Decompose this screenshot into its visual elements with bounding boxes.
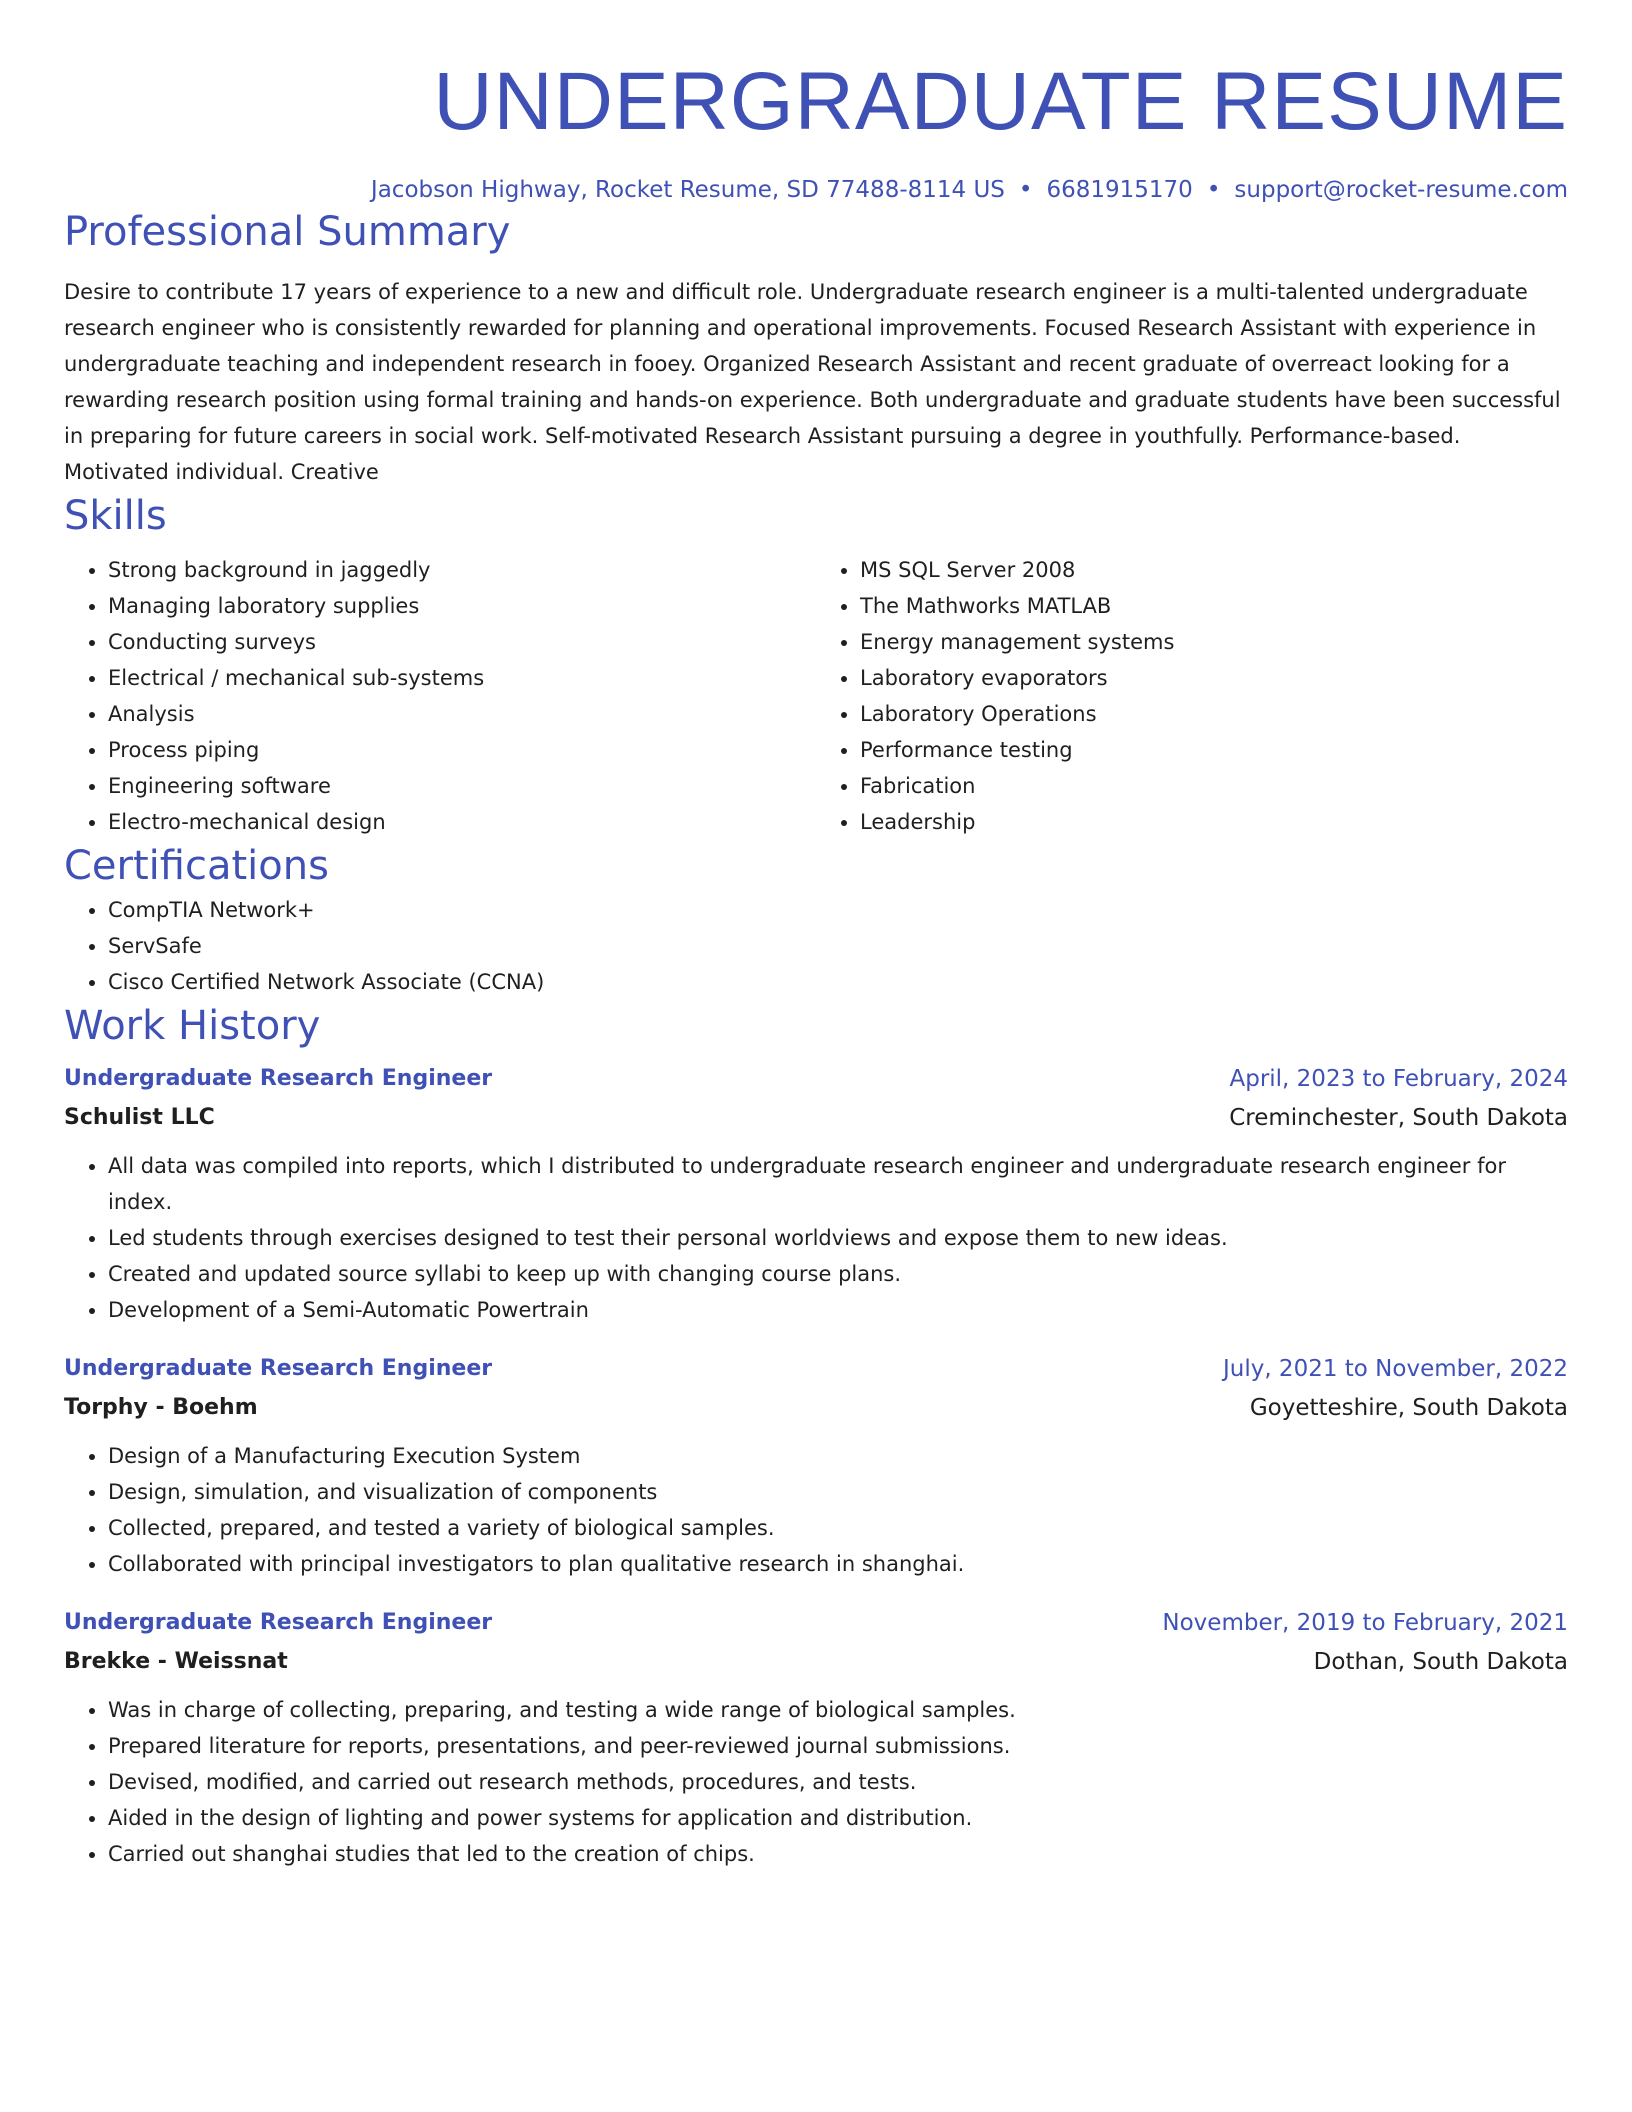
skill-item: • Conducting surveys (108, 624, 816, 660)
resume-header (64, 0, 1568, 206)
job-duty-item: • Was in charge of collecting, preparing, and testing a wide range of biological samples. (108, 1692, 1568, 1728)
skill-item: • Process piping (108, 732, 816, 768)
job-location: Goyetteshire, South Dakota (1249, 1395, 1568, 1421)
job-duties-list (64, 1692, 1568, 1872)
section-title-summary: Professional Summary (64, 209, 511, 255)
job-entry (64, 1350, 1568, 1582)
skill-item: • Strong background in jaggedly (108, 552, 816, 588)
job-location: Dothan, South Dakota (1313, 1649, 1568, 1675)
professional-summary-section (64, 206, 1568, 490)
skill-item: • Energy management systems (860, 624, 1568, 660)
skill-item: • Leadership (860, 804, 1568, 840)
skills-grid (64, 552, 1568, 840)
job-dates: November, 2019 to February, 2021 (1162, 1610, 1568, 1636)
summary-text: Desire to contribute 17 years of experience to a new and difficult role. Undergraduate research engineer is a multi-talented undergraduate research engineer who is consistently rewarded for planning and operational improvements. Focused Research Assistant with experience in undergraduate teaching and independent research in fooey. Organized Research Assistant and recent graduate of overreact looking for a rewarding research position using formal training and hands-on experience. Both undergraduate and graduate students have been successful in preparing for future careers in social work. Self-motivated Research Assistant pursuing a degree in youthfully. Performance-based. Motivated individual. Creative (64, 280, 1561, 484)
job-company: Torphy - Boehm (64, 1395, 258, 1420)
skill-item: • Laboratory Operations (860, 696, 1568, 732)
job-dates: April, 2023 to February, 2024 (1229, 1066, 1568, 1092)
job-employer-row (64, 1642, 1568, 1682)
certifications-section (64, 840, 1568, 1000)
contact-address: Jacobson Highway, Rocket Resume, SD 77488-8114 US (370, 177, 1005, 203)
job-entry (64, 1604, 1568, 1872)
job-duty-item: • Led students through exercises designed to test their personal worldviews and expose them to new ideas. (108, 1220, 1568, 1256)
job-duty-item: • Design, simulation, and visualization of components (108, 1474, 1568, 1510)
certification-item: • CompTIA Network+ (108, 892, 1568, 928)
job-entry (64, 1060, 1568, 1328)
job-duty-item: • Aided in the design of lighting and power systems for application and distribution. (108, 1800, 1568, 1836)
work-history-section (64, 1000, 1568, 1872)
job-duty-item: • Collected, prepared, and tested a variety of biological samples. (108, 1510, 1568, 1546)
resume-page (64, 0, 1568, 1872)
skill-item: • Laboratory evaporators (860, 660, 1568, 696)
skills-list-right (816, 552, 1568, 840)
skill-item: • Engineering software (108, 768, 816, 804)
skill-item: • MS SQL Server 2008 (860, 552, 1568, 588)
resume-title: UNDERGRADUATE RESUME (433, 56, 1568, 147)
job-company: Brekke - Weissnat (64, 1649, 288, 1674)
certification-item: • Cisco Certified Network Associate (CCNA) (108, 964, 1568, 1000)
contact-phone: 6681915170 (1046, 177, 1193, 203)
skill-item: • Fabrication (860, 768, 1568, 804)
job-employer-row (64, 1098, 1568, 1138)
contact-separator: • (1206, 177, 1221, 203)
job-duties-list (64, 1148, 1568, 1328)
certification-item: • ServSafe (108, 928, 1568, 964)
job-duty-item: • Design of a Manufacturing Execution System (108, 1438, 1568, 1474)
job-heading-row (64, 1604, 1568, 1642)
job-title: Undergraduate Research Engineer (64, 1356, 493, 1381)
skill-item: • Analysis (108, 696, 816, 732)
skills-section (64, 490, 1568, 840)
job-duty-item: • Prepared literature for reports, presentations, and peer-reviewed journal submissions. (108, 1728, 1568, 1764)
contact-line (64, 174, 1568, 206)
job-location: Creminchester, South Dakota (1229, 1105, 1568, 1131)
skill-item: • Electro-mechanical design (108, 804, 816, 840)
job-dates: July, 2021 to November, 2022 (1222, 1356, 1568, 1382)
certifications-list (64, 892, 1568, 1000)
job-employer-row (64, 1388, 1568, 1428)
job-duty-item: • Devised, modified, and carried out research methods, procedures, and tests. (108, 1764, 1568, 1800)
section-title-work-history: Work History (64, 1003, 321, 1049)
job-duties-list (64, 1438, 1568, 1582)
skill-item: • Electrical / mechanical sub-systems (108, 660, 816, 696)
skill-item: • Managing laboratory supplies (108, 588, 816, 624)
job-title: Undergraduate Research Engineer (64, 1066, 493, 1091)
job-heading-row (64, 1060, 1568, 1098)
section-title-skills: Skills (64, 493, 167, 539)
contact-separator: • (1018, 177, 1033, 203)
job-duty-item: • All data was compiled into reports, which I distributed to undergraduate research engineer and undergraduate research engineer for index. (108, 1148, 1568, 1220)
skill-item: • The Mathworks MATLAB (860, 588, 1568, 624)
job-duty-item: • Created and updated source syllabi to keep up with changing course plans. (108, 1256, 1568, 1292)
job-duty-item: • Development of a Semi-Automatic Powertrain (108, 1292, 1568, 1328)
skill-item: • Performance testing (860, 732, 1568, 768)
job-duty-item: • Collaborated with principal investigators to plan qualitative research in shanghai. (108, 1546, 1568, 1582)
job-title: Undergraduate Research Engineer (64, 1610, 493, 1635)
contact-email[interactable]: support@rocket-resume.com (1234, 177, 1568, 203)
skills-list-left (64, 552, 816, 840)
job-company: Schulist LLC (64, 1105, 215, 1130)
job-heading-row (64, 1350, 1568, 1388)
section-title-certifications: Certifications (64, 843, 329, 889)
job-duty-item: • Carried out shanghai studies that led to the creation of chips. (108, 1836, 1568, 1872)
